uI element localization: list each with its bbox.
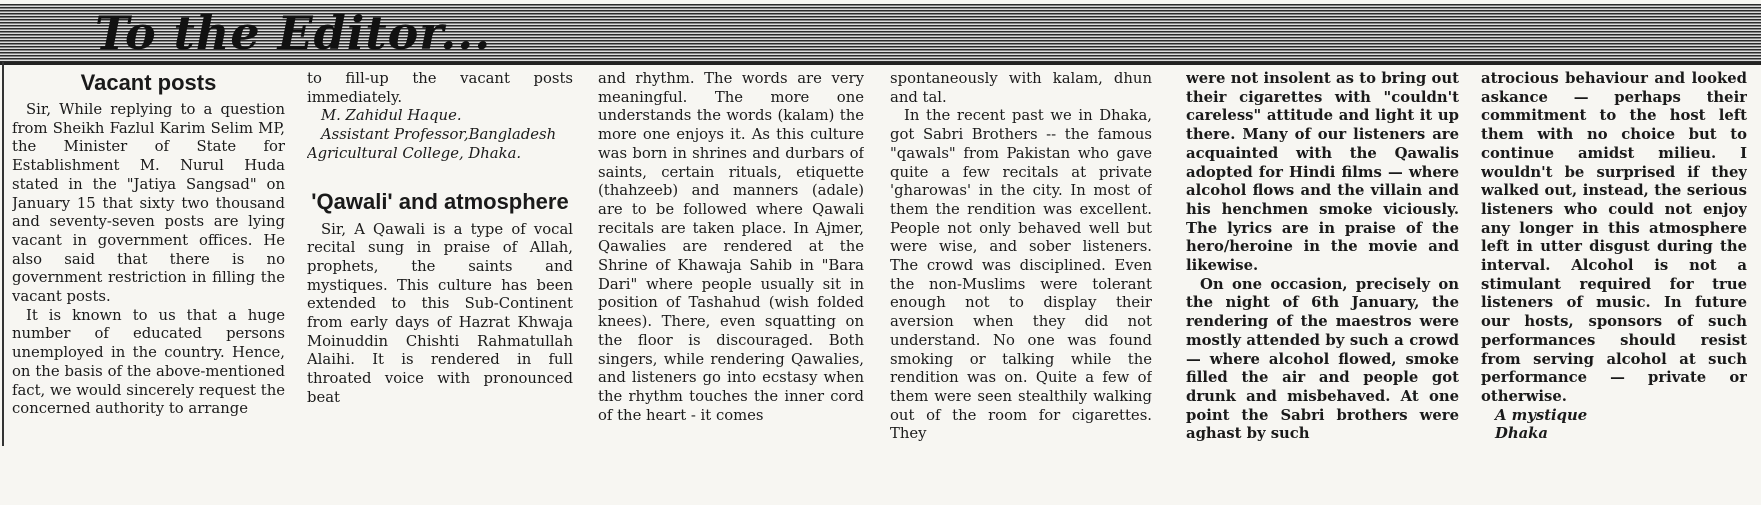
letter-paragraph-continued: spontaneously with kalam, dhun and tal.	[890, 70, 1152, 106]
column-2	[307, 70, 573, 470]
letter-paragraph: On one occasion, precisely on the night of 6th January, the rendering of the maestros were mostly attended by such a crowd — where alcohol flowed, smoke filled the air and people got drunk and misbehaved. At one point the Sabri brothers were aghast by such	[1186, 275, 1459, 443]
letter-headline-vacant-posts: Vacant posts	[80, 70, 217, 95]
letter-paragraph-continued: were not insolent as to bring out their cigarettes with "couldn't careless" attitude and light it up there. Many of our listeners are acquainted with the Qawalis adopted for Hindi films — where alcohol flows and the villain and his henchmen smoke viciously. The lyrics are in praise of the hero/heroine in the movie and likewise.	[1186, 70, 1459, 275]
letter-paragraph: Sir, While replying to a question from Sheikh Fazlul Karim Selim MP, the Minister of State for Establishment M. Nurul Huda stated in the "Jatiya Sangsad" on January 15 that sixty two thousand and seventy-seven posts are lying vacant in government offices. He also said that there is no government restriction in filling the vacant posts.	[12, 101, 285, 306]
column-1	[12, 70, 285, 470]
letter-paragraph: Sir, A Qawali is a type of vocal recital sung in praise of Allah, prophets, the saints and mystiques. This culture has been extended to this Sub-Continent from early days of Hazrat Khwaja Moinuddin Chishti Rahmatullah Alaihi. It is rendered in full throated voice with pronounced beat	[307, 220, 573, 406]
letter-signature-place: Dhaka	[1495, 425, 1549, 443]
letter-paragraph-continued: and rhythm. The words are very meaningful. The more one understands the words (kalam) the more one enjoys it. As this culture was born in shrines and durbars of saints, certain rituals, etiquette (thahzeeb) and manners (adale) are to be followed where Qawali recitals are taken place. In Ajmer, Qawalies are rendered at the Shrine of Khawaja Sahib in "Bara Dari" where people usually sit in position of Tashahud (wish folded knees). There, even squatting on the floor is discouraged. Both singers, while rendering Qawalies, and listeners go into ecstasy when the rhythm touches the inner cord of the heart - it comes	[598, 70, 864, 424]
letter-paragraph-continued: atrocious behaviour and looked askance — perhaps their commitment to the host left them with no choice but to continue amidst milieu. I wouldn't be surprised if they walked out, instead, the serious listeners who could not enjoy any longer in this atmosphere left in utter disgust during the interval. Alcohol is not a stimulant required for true listeners of music. In future our hosts, sponsors of such performances should resist from serving alcohol at such performance — private or otherwise.	[1481, 70, 1747, 405]
column-6	[1481, 70, 1747, 470]
section-banner	[0, 4, 1761, 65]
column-5	[1186, 70, 1459, 470]
column-4	[890, 70, 1152, 470]
column-3	[598, 70, 864, 470]
letter-paragraph: It is known to us that a huge number of educated persons unemployed in the country. Hence, on the basis of the above-mentioned fact, we would sincerely request the concerned authority to arrange	[12, 306, 285, 418]
column-rule	[2, 62, 4, 446]
letter-paragraph-continued: to fill-up the vacant posts immediately.	[307, 70, 573, 106]
letter-headline-qawali: 'Qawali' and atmosphere	[311, 188, 569, 214]
letter-signature-name: A mystique	[1495, 406, 1588, 424]
letter-signature-title: Assistant Professor,Bangladesh Agricultural College, Dhaka.	[307, 126, 557, 162]
section-title: To the Editor...	[95, 6, 492, 60]
letter-paragraph: In the recent past we in Dhaka, got Sabri Brothers -- the famous "qawals" from Pakistan who gave quite a few recitals at private 'gharowas' in the city. In most of them the rendition was excellent. People not only behaved well but were wise, and sober listeners. The crowd was disciplined. Even the non-Muslims were tolerant enough not to display their aversion when they did not understand. No one was found smoking or talking while the rendition was on. Quite a few of them were seen stealthily walking out of the room for cigarettes. They	[890, 107, 1152, 443]
letter-signature-name: M. Zahidul Haque.	[321, 107, 462, 125]
